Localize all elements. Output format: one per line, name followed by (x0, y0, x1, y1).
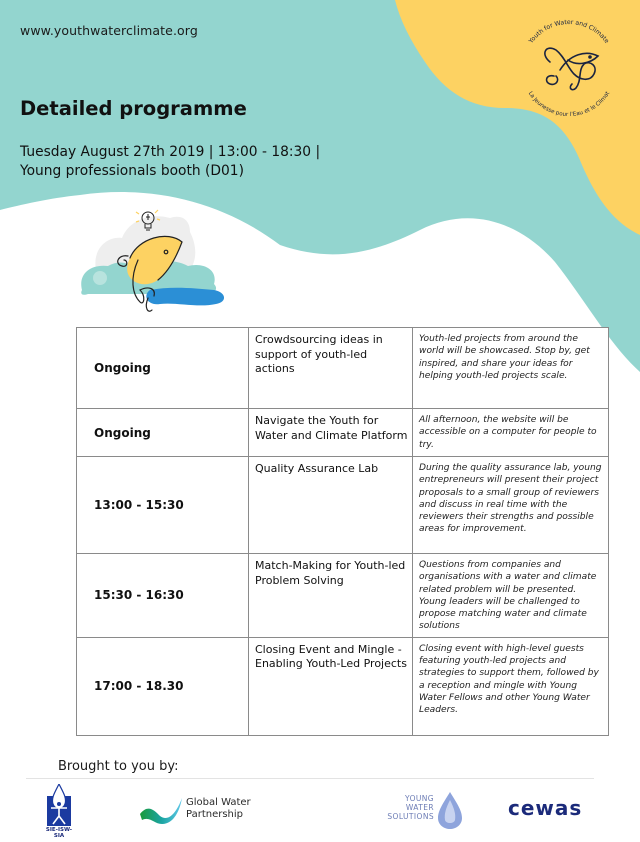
table-row (77, 457, 609, 554)
session-description: Questions from companies and organisations with a water and climate related problem will be presented. Young leaders will be challenged to propose matching water and climate solutions (413, 554, 609, 638)
gwp-wave-icon (138, 792, 184, 826)
session-title: Quality Assurance Lab (249, 457, 413, 554)
session-title: Navigate the Youth for Water and Climate Platform (249, 409, 413, 457)
water-drop-icon (436, 790, 464, 830)
sia-logo (45, 784, 73, 839)
blue-water-shape (146, 288, 224, 306)
sia-logo-text: SIE-ISW-SIA (45, 827, 73, 839)
svg-text:Youth for Water and Climate (527, 19, 610, 46)
event-location: Young professionals booth (D01) (20, 163, 244, 179)
gwp-logo (138, 792, 268, 826)
fish-line-icon (545, 48, 598, 89)
svg-text:La Jeunesse pour l'Eau et le C (527, 90, 612, 118)
yws-name-line2: WATER (405, 803, 434, 812)
yws-name-line1: YOUNG (405, 794, 434, 803)
programme-table (76, 327, 609, 736)
table-row (77, 637, 609, 735)
website-url[interactable]: www.youthwaterclimate.org (20, 23, 198, 38)
sia-figure-icon (45, 784, 73, 826)
session-time: 13:00 - 15:30 (77, 457, 249, 554)
cewas-logo: cewas (508, 796, 583, 820)
emblem-ring-text-fr: La Jeunesse pour l'Eau et le Climat (526, 90, 612, 119)
yws-logo (368, 790, 468, 832)
session-description: During the quality assurance lab, young entrepreneurs will present their project proposals to a small group of reviewers and discuss in real time with the reviewers their strengths and possible areas for improvement. (413, 457, 609, 554)
emblem-ring-text-en: Youth for Water and Climate (527, 18, 611, 45)
session-description: All afternoon, the website will be accessible on a computer for people to try. (413, 409, 609, 457)
youth-water-climate-emblem (510, 10, 628, 128)
session-time: 17:00 - 18.30 (77, 637, 249, 735)
session-description: Youth-led projects from around the world will be showcased. Stop by, get inspired, and share your ideas for helping youth-led projects scale. (413, 328, 609, 409)
event-subtitle (20, 143, 320, 181)
footer-divider (26, 778, 594, 779)
fish-idea-illustration (78, 198, 238, 316)
table-row (77, 554, 609, 638)
session-title: Closing Event and Mingle - Enabling Youth-Led Projects (249, 637, 413, 735)
gwp-name-line1: Global Water (186, 797, 251, 808)
yws-name-line3: SOLUTIONS (387, 812, 434, 821)
brought-to-you-by-label: Brought to you by: (58, 759, 179, 774)
page-title: Detailed programme (20, 97, 247, 120)
table-row (77, 409, 609, 457)
session-time: Ongoing (77, 409, 249, 457)
table-row (77, 328, 609, 409)
session-time: Ongoing (77, 328, 249, 409)
session-time: 15:30 - 16:30 (77, 554, 249, 638)
session-description: Closing event with high-level guests featuring youth-led projects and strategies to support them, followed by a reception and mingle with Young Water Fellows and other Young Water Leaders. (413, 637, 609, 735)
event-date-time: Tuesday August 27th 2019 | 13:00 - 18:30 | (20, 144, 321, 160)
session-title: Crowdsourcing ideas in support of youth-led actions (249, 328, 413, 409)
gwp-name-line2: Partnership (186, 808, 244, 820)
yws-logo-text (368, 794, 434, 821)
gwp-logo-text (186, 797, 251, 820)
session-title: Match-Making for Youth-led Problem Solving (249, 554, 413, 638)
